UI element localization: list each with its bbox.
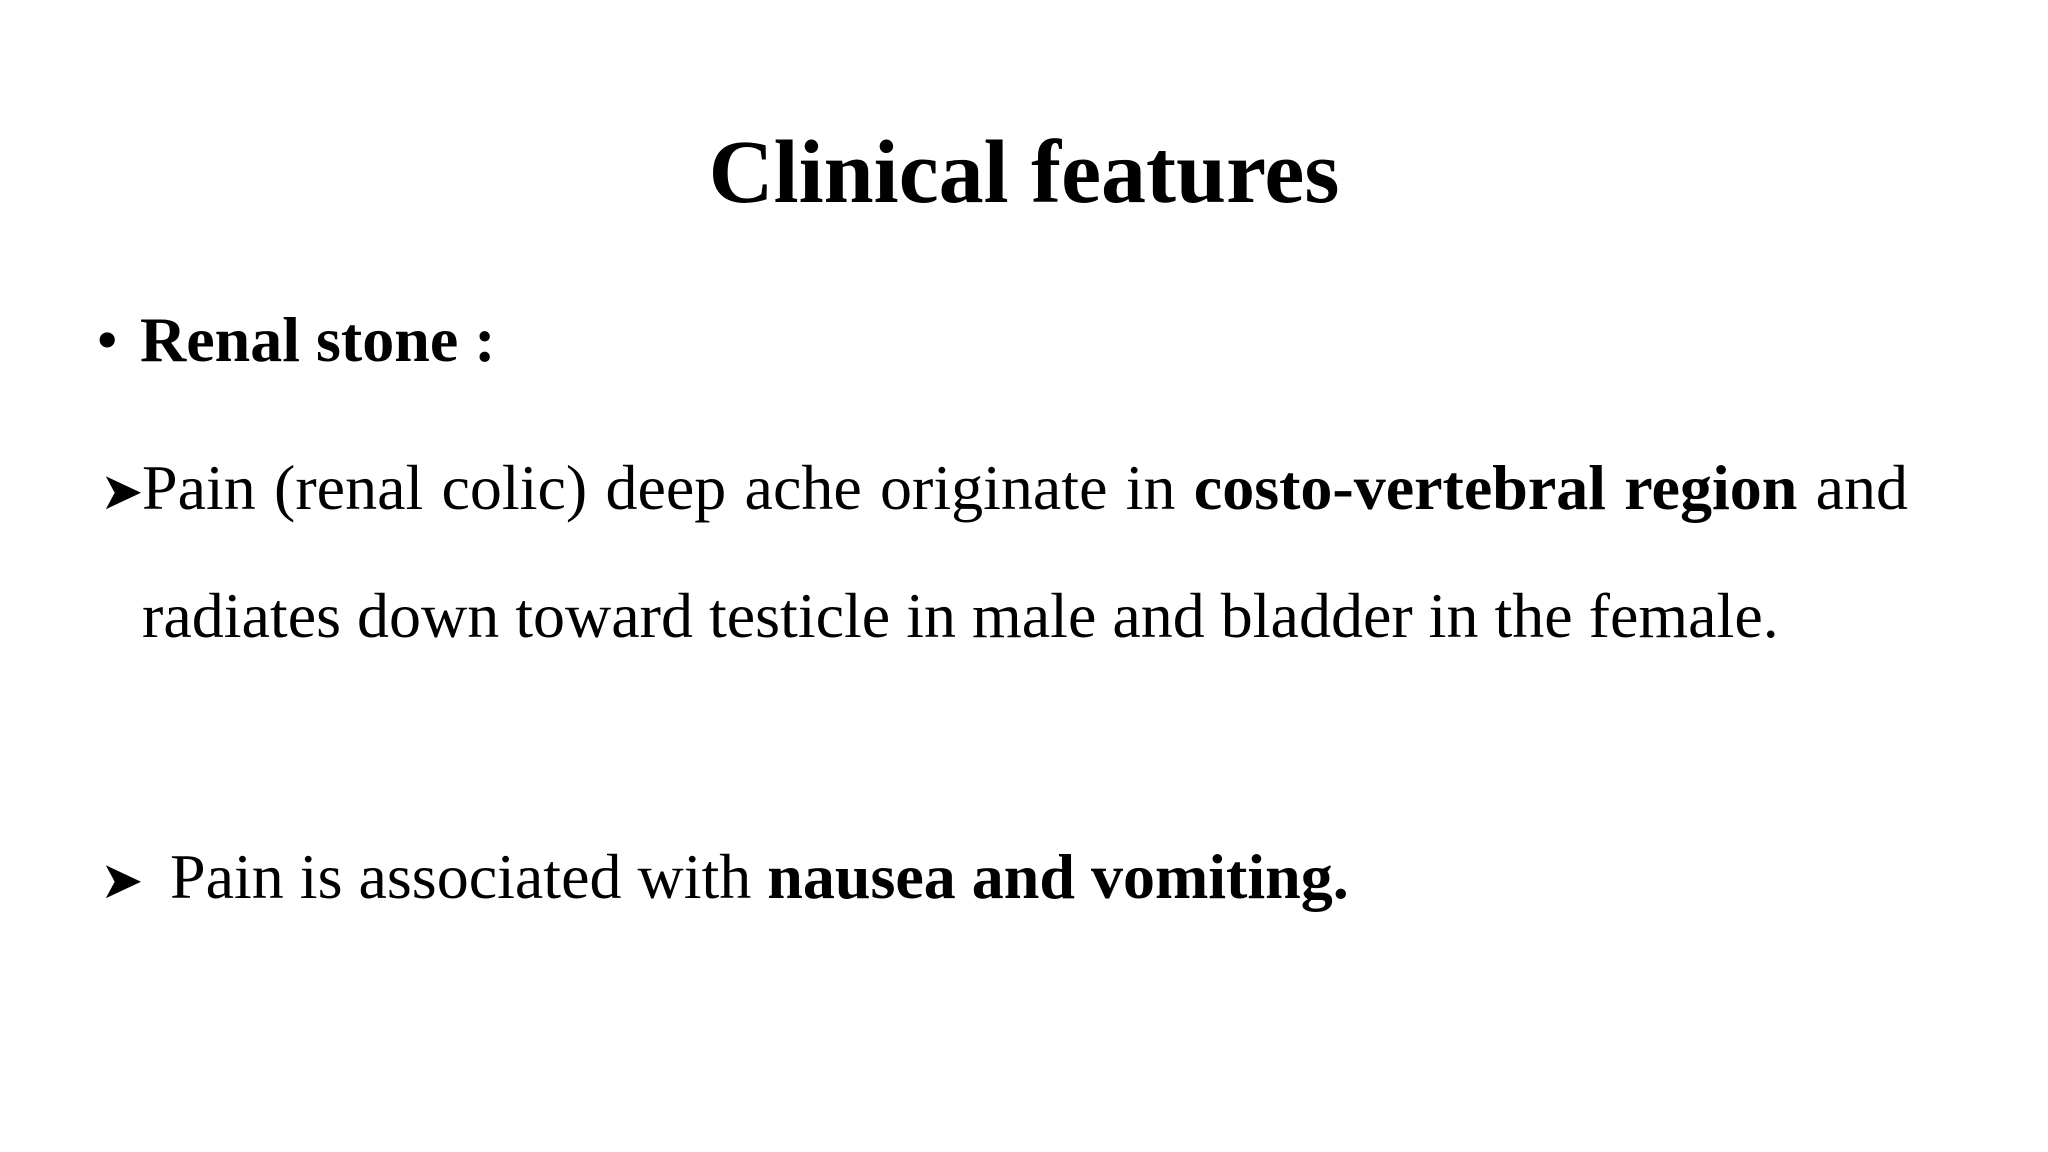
arrow-head-icon: ➤: [100, 851, 144, 911]
slide-title: Clinical features: [708, 123, 1340, 222]
bullet-dot-icon: •: [96, 304, 119, 375]
point-pain-renal-colic: [100, 426, 1908, 677]
bullet-label: Renal stone :: [140, 304, 496, 375]
point-nausea-vomiting: [100, 815, 1349, 943]
point-1-text-a: Pain (renal colic) deep ache originate in: [142, 452, 1194, 523]
point-1-text-b: and radiates down toward testicle in male and bladder in the female.: [142, 452, 1909, 651]
arrow-head-icon: ➤: [100, 462, 144, 522]
point-1-text-bold: costo-vertebral region: [1193, 452, 1798, 523]
point-2-text-a: Pain is associated with: [170, 841, 768, 912]
point-2-text-bold: nausea and vomiting.: [767, 841, 1349, 912]
bullet-item-renal-stone: [96, 300, 496, 380]
